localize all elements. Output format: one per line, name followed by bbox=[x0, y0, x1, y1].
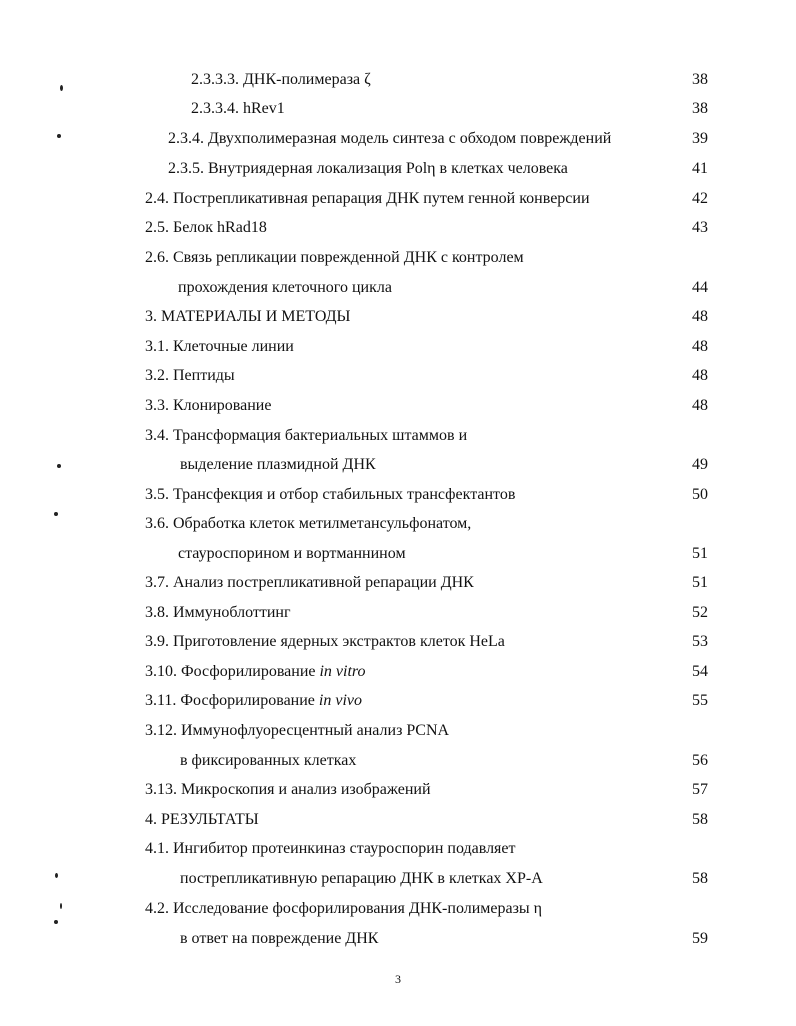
toc-entry: 3.2. Пептиды bbox=[145, 367, 235, 384]
toc-page-number: 48 bbox=[692, 367, 708, 384]
scan-speck bbox=[57, 464, 61, 468]
toc-page-number: 54 bbox=[692, 663, 708, 680]
toc-entry: 4.1. Ингибитор протеинкиназ стауроспорин подавляет bbox=[145, 840, 516, 857]
toc-entry: 2.6. Связь репликации поврежденной ДНК с контролем bbox=[145, 249, 524, 266]
toc-entry: 3.7. Анализ пострепликативной репарации ДНК bbox=[145, 574, 474, 591]
toc-entry: 3.10. Фосфорилирование in vitro bbox=[145, 663, 366, 680]
toc-page-number: 57 bbox=[692, 781, 708, 798]
toc-page-number: 49 bbox=[692, 456, 708, 473]
scan-speck bbox=[55, 873, 58, 878]
toc-entry: пострепликативную репарацию ДНК в клетках XP-A bbox=[180, 870, 543, 887]
toc-page-number: 44 bbox=[692, 279, 708, 296]
scan-speck bbox=[60, 85, 63, 91]
scan-speck bbox=[54, 920, 58, 924]
toc-page-number: 52 bbox=[692, 604, 708, 621]
toc-page-number: 56 bbox=[692, 752, 708, 769]
toc-page-number: 48 bbox=[692, 308, 708, 325]
toc-entry: 3.5. Трансфекция и отбор стабильных трансфектантов bbox=[145, 486, 516, 503]
toc-page-number: 43 bbox=[692, 219, 708, 236]
toc-entry: прохождения клеточного цикла bbox=[178, 279, 392, 296]
scan-speck bbox=[54, 512, 58, 516]
toc-entry: 3.4. Трансформация бактериальных штаммов и bbox=[145, 427, 468, 444]
toc-entry: 3.8. Иммуноблоттинг bbox=[145, 604, 291, 621]
toc-page-number: 38 bbox=[692, 71, 708, 88]
toc-page-number: 48 bbox=[692, 397, 708, 414]
toc-entry: 2.5. Белок hRad18 bbox=[145, 219, 267, 236]
toc-page-number: 41 bbox=[692, 160, 708, 177]
toc-page-number: 51 bbox=[692, 574, 708, 591]
page-number-footer: 3 bbox=[395, 972, 401, 986]
scan-speck bbox=[57, 134, 61, 138]
toc-page-number: 58 bbox=[692, 811, 708, 828]
toc-entry: 2.4. Пострепликативная репарация ДНК путем генной конверсии bbox=[145, 190, 590, 207]
toc-entry: 3.3. Клонирование bbox=[145, 397, 272, 414]
toc-entry: 4. РЕЗУЛЬТАТЫ bbox=[145, 811, 259, 828]
toc-entry: 4.2. Исследование фосфорилирования ДНК-полимеразы η bbox=[145, 900, 543, 917]
toc-entry: 3.6. Обработка клеток метилметансульфонатом, bbox=[145, 515, 472, 532]
toc-entry: в фиксированных клетках bbox=[180, 752, 357, 769]
toc-entry: 3.1. Клеточные линии bbox=[145, 338, 294, 355]
toc-page-number: 58 bbox=[692, 870, 708, 887]
toc-entry: 2.3.3.3. ДНК-полимераза ζ bbox=[191, 71, 371, 88]
toc-entry: 3.11. Фосфорилирование in vivo bbox=[145, 692, 362, 709]
toc-entry: в ответ на повреждение ДНК bbox=[180, 930, 379, 947]
scan-speck bbox=[60, 903, 62, 909]
toc-entry: 3.13. Микроскопия и анализ изображений bbox=[145, 781, 431, 798]
toc-entry: 2.3.5. Внутриядерная локализация Polη в клетках человека bbox=[168, 160, 568, 177]
toc-entry: 3. МАТЕРИАЛЫ И МЕТОДЫ bbox=[145, 308, 351, 325]
toc-page-number: 39 bbox=[692, 130, 708, 147]
toc-entry: 3.12. Иммунофлуоресцентный анализ PCNA bbox=[145, 722, 450, 739]
toc-page-number: 48 bbox=[692, 338, 708, 355]
toc-page-number: 53 bbox=[692, 633, 708, 650]
toc-page-number: 59 bbox=[692, 930, 708, 947]
toc-page-number: 38 bbox=[692, 100, 708, 117]
toc-page-number: 55 bbox=[692, 692, 708, 709]
toc-entry: 2.3.4. Двухполимеразная модель синтеза с обходом повреждений bbox=[168, 130, 612, 147]
toc-entry: выделение плазмидной ДНК bbox=[180, 456, 376, 473]
toc-page-number: 51 bbox=[692, 545, 708, 562]
toc-entry: стауроспорином и вортманнином bbox=[178, 545, 406, 562]
toc-entry: 3.9. Приготовление ядерных экстрактов клеток HeLa bbox=[145, 633, 505, 650]
toc-page-number: 42 bbox=[692, 190, 708, 207]
toc-page-number: 50 bbox=[692, 486, 708, 503]
toc-entry: 2.3.3.4. hRev1 bbox=[191, 100, 285, 117]
